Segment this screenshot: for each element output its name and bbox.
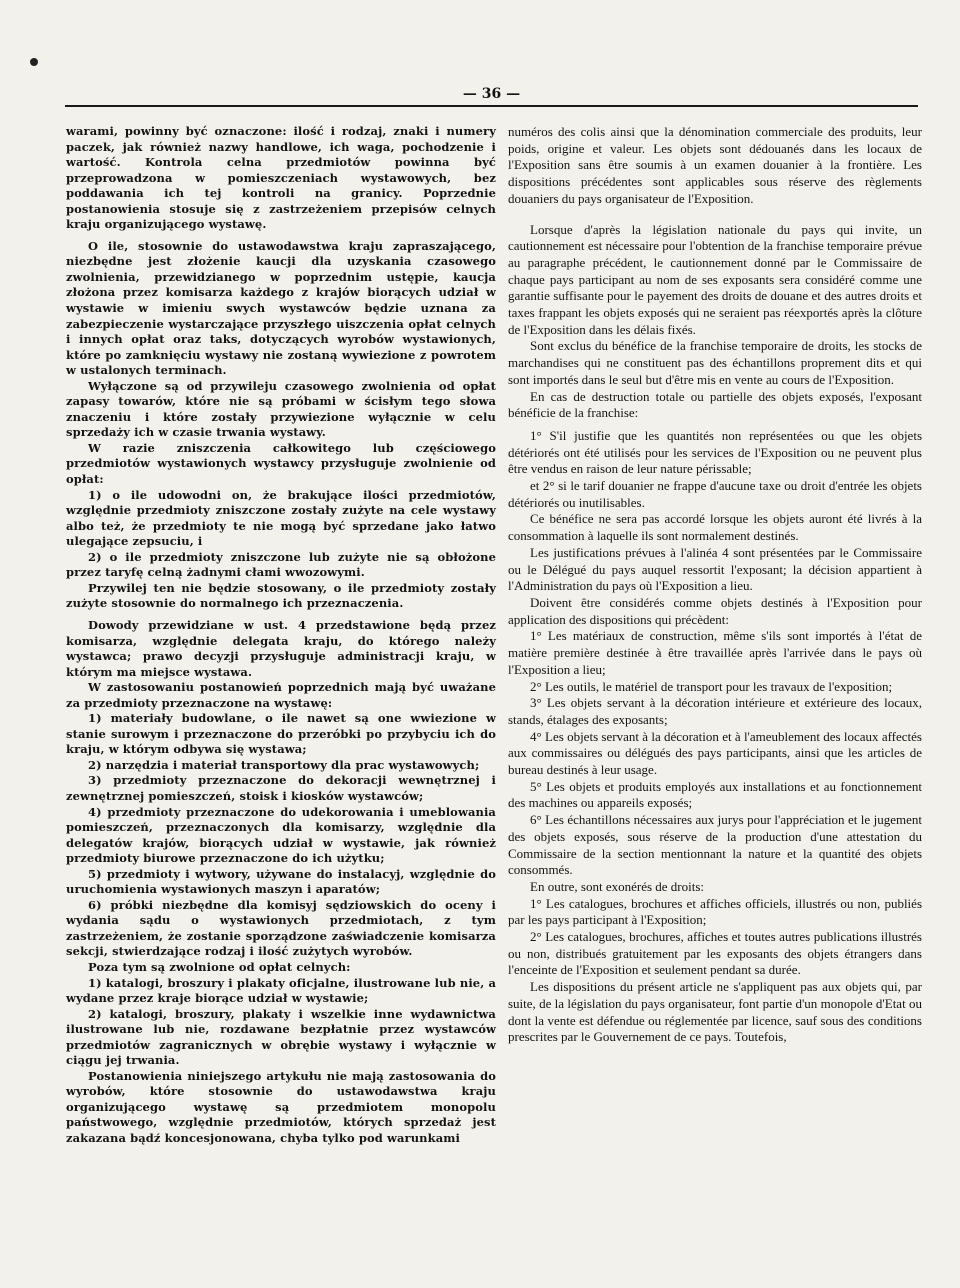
paragraph: W razie zniszczenia całkowitego lub częściowego przedmiotów wystawionych wystawcy przysługuje zwolnienie od opłat: — [66, 440, 496, 487]
french-column — [508, 124, 922, 1268]
list-item: et 2° si le tarif douanier ne frappe d'aucune taxe ou droit d'entrée les objets détériorés ou inutilisables. — [508, 478, 922, 510]
list-item: 2) katalogi, broszury, plakaty i wszelkie inne wydawnictwa ilustrowane lub nie, rozdawane bezpłatnie przez wystawców przedmiotów zagranicznych w obrębie wystawy i wyłącznie w ciągu jej trwania. — [66, 1006, 496, 1068]
list-item: 4) przedmioty przeznaczone do udekorowania i umeblowania pomieszczeń, przeznaczonych dla komisarzy, względnie dla delegatów krajów, biorących udział w wystawie, jak również przedmioty biurowe przeznaczone do ich użytku; — [66, 804, 496, 866]
polish-column — [66, 124, 496, 1268]
paragraph: O ile, stosownie do ustawodawstwa kraju zapraszającego, niezbędne jest złożenie kaucji dla uzyskania czasowego zwolnienia, przewidzianego w poprzednim ustępie, kaucja złożona przez komisarza każdego z krajów biorących udział w wystawie w imieniu swych wystawców będzie uznana za zabezpieczenie wystarczające przyszłego uiszczenia opłat celnych i innych opłat oraz taks, dotyczących wyrobów wystawionych, które po zamknięciu wystawy nie zostaną wywiezione z powrotem w ustalonych terminach. — [66, 238, 496, 378]
text-columns — [66, 124, 922, 1268]
paragraph: Doivent être considérés comme objets destinés à l'Exposition pour application des dispositions qui précèdent: — [508, 594, 922, 627]
paragraph: Les dispositions du présent article ne s'appliquent pas aux objets qui, par suite, de la législation du pays organisateur, font partie d'un monopole d'Etat ou dont la vente est défendue ou réglementée par licence, sauf sous des conditions prescrites par le Gouvernement de ce pays. Toutefois, — [508, 979, 922, 1045]
paragraph: En cas de destruction totale ou partielle des objets exposés, l'exposant bénéficie de la franchise: — [508, 388, 922, 421]
list-item: 3) przedmioty przeznaczone do dekoracji wewnętrznej i zewnętrznej pomieszczeń, stoisk i kiosków wystawców; — [66, 773, 496, 803]
header-rule — [65, 105, 918, 107]
scan-mark — [30, 58, 38, 66]
list-item: 1) o ile udowodni on, że brakujące ilości przedmiotów, względnie przedmioty zniszczone zostały zużyte na cele wystawy albo też, że przedmioty te nie mogą być sprzedane jako łatwo ulegające zepsuciu, i — [66, 487, 496, 549]
list-item: 2) narzędzia i materiał transportowy dla prac wystawowych; — [88, 757, 480, 772]
list-item: 1° Les matériaux de construction, même s'ils sont importés à l'état de matière première destinée à être travaillée après l'arrivée dans le pays où l'Exposition a lieu; — [508, 628, 922, 677]
paragraph: En outre, sont exonérés de droits: — [530, 878, 705, 894]
list-item: 4° Les objets servant à la décoration et à l'ameublement des locaux affectés aux commissaires ou délégués des pays participants, ainsi que les articles de bureau destinés à leur usage. — [508, 728, 922, 778]
list-item: 3° Les objets servant à la décoration intérieure et extérieure des locaux, stands, étalages des exposants; — [508, 695, 922, 727]
list-item: 5° Les objets et produits employés aux installations et au fonctionnement des machines ou appareils exposés; — [508, 778, 922, 811]
list-item: 2) o ile przedmioty zniszczone lub zużyte nie są obłożone przez taryfę celną żadnymi cłami wwozowymi. — [66, 549, 496, 580]
list-item: 1° Les catalogues, brochures et affiches officiels, illustrés ou non, publiés par les pays participant à l'Exposition; — [508, 895, 922, 928]
list-item: 1) materiały budowlane, o ile nawet są one wwiezione w stanie surowym i przeznaczone do przeróbki po przybyciu ich do kraju, w którym odbywa się wystawa; — [66, 711, 496, 757]
paragraph: Sont exclus du bénéfice de la franchise temporaire de droits, les stocks de marchandises qui ne constituent pas des échantillons proprement dits et qui sont importés dans le seul but d'être mis en vente au cours de l'Exposition. — [508, 338, 922, 387]
paragraph: Dowody przewidziane w ust. 4 przedstawione będą przez komisarza, względnie delegata kraju, do którego należy wystawca; prawo decyzji przysługuje administracji kraju, w którym ma miejsce wystawa. — [66, 617, 496, 679]
page-number: — 36 — — [462, 86, 521, 102]
paragraph: Lorsque d'après la législation nationale du pays qui invite, un cautionnement est nécessaire pour l'obtention de la franchise temporaire prévue au paragraphe précédent, le cautionnement donné par le Commissaire de chaque pays participant au nom de ses exposants sera considéré comme une garantie suffisante pour le payement des droits de douane et des autres droits et taxes frappant les objets exposés qui ne seraient pas réexportés après la clôture de l'Exposition dans les délais fixés. — [508, 221, 922, 337]
list-item: 2° Les outils, le matériel de transport pour les travaux de l'exposition; — [530, 678, 893, 694]
list-item: 5) przedmioty i wytwory, używane do instalacyj, względnie do uruchomienia wystawionych maszyn i aparatów; — [66, 866, 496, 897]
paragraph: Les justifications prévues à l'alinéa 4 sont présentées par le Commissaire ou le Délégué du pays auquel ressortit l'exposant; la décision appartient à l'Administration du pays où l'Exposition a lieu. — [508, 544, 922, 594]
list-item: 1° S'il justifie que les quantités non représentées ou que les objets détériorés ont été utilisés pour les services de l'Exposition ou ne peuvent plus être vendus en raison de leur nature périssable; — [508, 427, 922, 477]
paragraph: W zastosowaniu postanowień poprzednich mają być uważane za przedmioty przeznaczone na wystawę: — [66, 680, 496, 710]
paragraph: Ce bénéfice ne sera pas accordé lorsque les objets auront été livrés à la consommation à laquelle ils sont normalement destinés. — [508, 511, 922, 544]
list-item: 1) katalogi, broszury i plakaty oficjalne, ilustrowane lub nie, a wydane przez kraje biorące udział w wystawie; — [66, 975, 496, 1006]
list-item: 6° Les échantillons nécessaires aux jurys pour l'appréciation et le jugement des objets exposés, sous réserve de la production d'une attestation du Commissaire de la section mentionnant la nature et la quantité des objets consommés. — [508, 812, 922, 878]
paragraph: numéros des colis ainsi que la dénomination commerciale des produits, leur poids, origine et valeur. Les objets sont dédouanés dans les locaux de l'Exposition sans être soumis à un examen douanier à la frontière. Les dispositions précédentes sont applicables sous réserve des règlements douaniers du pays organisateur de l'Exposition. — [508, 124, 922, 206]
paragraph: Postanowienia niniejszego artykułu nie mają zastosowania do wyrobów, które stosownie do ustawodawstwa kraju organizującego wystawę są przedmiotem monopolu państwowego, względnie przedmiotów, których sprzedaż jest zakazana bądź koncesjonowana, chyba tylko pod warunkami — [66, 1068, 496, 1145]
list-item: 2° Les catalogues, brochures, affiches et toutes autres publications illustrés ou non, distribués gratuitement par les exposants des objets étrangers dans l'enceinte de l'Exposition et seulement pendant sa durée. — [508, 929, 922, 978]
paragraph: Poza tym są zwolnione od opłat celnych: — [88, 959, 351, 974]
paragraph: Wyłączone są od przywileju czasowego zwolnienia od opłat zapasy towarów, które nie są próbami w ścisłym tego słowa znaczeniu i które zostały przywiezione wyłącznie w celu sprzedaży ich w czasie trwania wystawy. — [66, 378, 496, 440]
paragraph: Przywilej ten nie będzie stosowany, o ile przedmioty zostały zużyte stosownie do normalnego ich przeznaczenia. — [66, 580, 496, 611]
paragraph: warami, powinny być oznaczone: ilość i rodzaj, znaki i numery paczek, jak również nazwy handlowe, ich waga, pochodzenie i wartość. Kontrola celna przedmiotów powinna być przeprowadzona w pomieszczeniach wystawowych, bez poddawania ich tej kontroli na granicy. Poprzednie postanowienia stosuje się z zastrzeżeniem przepisów celnych kraju organizującego wystawę. — [66, 124, 496, 232]
list-item: 6) próbki niezbędne dla komisyj sędziowskich do oceny i wydania sądu o wystawionych przedmiotach, z tym zastrzeżeniem, że zostanie sporządzone zaświadczenie komisarza sekcji, stwierdzające rodzaj i ilość zużytych wyrobów. — [66, 897, 496, 959]
